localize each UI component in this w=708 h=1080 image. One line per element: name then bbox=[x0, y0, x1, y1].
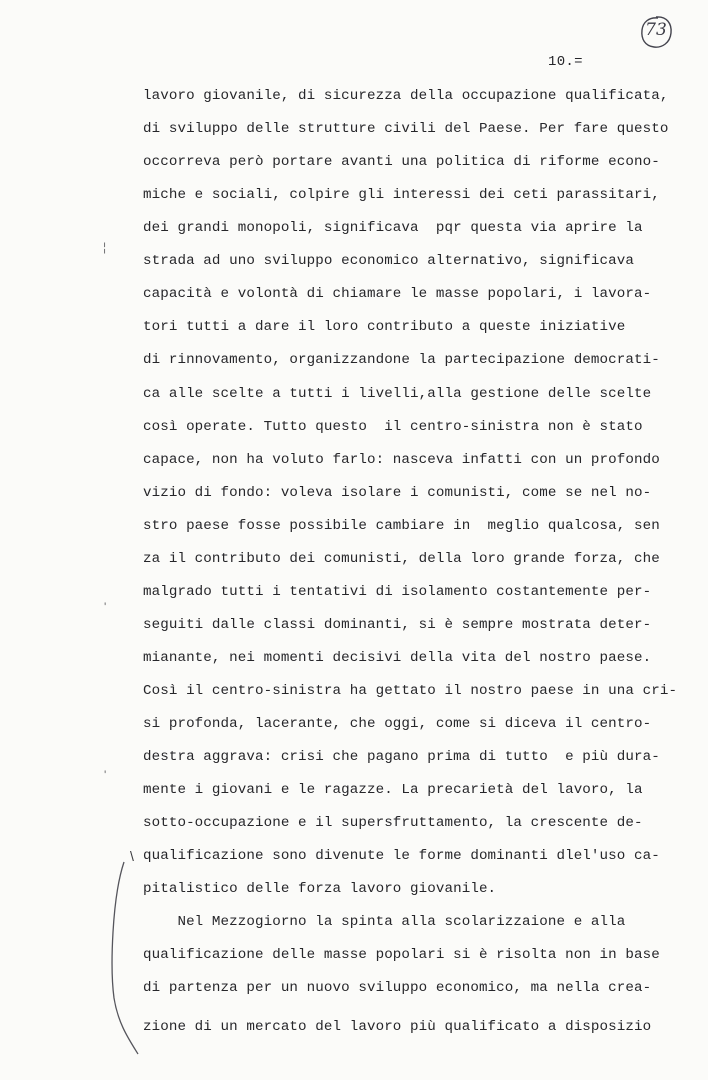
text-line: malgrado tutti i tentativi di isolamento costantemente per- bbox=[143, 584, 652, 600]
margin-bracket-icon bbox=[104, 858, 144, 1058]
text-line: Così il centro-sinistra ha gettato il nostro paese in una cri- bbox=[143, 683, 678, 699]
text-line: mianante, nei momenti decisivi della vita del nostro paese. bbox=[143, 650, 652, 666]
margin-tick-icon: ' bbox=[104, 600, 107, 614]
margin-tick-icon: ' bbox=[104, 768, 107, 782]
text-line: stro paese fosse possibile cambiare in meglio qualcosa, sen bbox=[143, 518, 660, 534]
text-line: di rinnovamento, organizzandone la partecipazione democrati- bbox=[143, 352, 660, 368]
text-line: qualificazione delle masse popolari si è risolta non in base bbox=[143, 947, 660, 963]
text-line: di partenza per un nuovo sviluppo economico, ma nella crea- bbox=[143, 980, 652, 996]
archive-stamp bbox=[638, 14, 674, 50]
text-line: si profonda, lacerante, che oggi, come si diceva il centro- bbox=[143, 716, 652, 732]
text-line: lavoro giovanile, di sicurezza della occupazione qualificata, bbox=[143, 88, 669, 104]
text-line: seguiti dalle classi dominanti, si è sempre mostrata deter- bbox=[143, 617, 652, 633]
text-line: tori tutti a dare il loro contributo a queste iniziative bbox=[143, 319, 626, 335]
text-line: Nel Mezzogiorno la spinta alla scolarizzaione e alla bbox=[143, 914, 626, 930]
text-line: strada ad uno sviluppo economico alternativo, significava bbox=[143, 253, 634, 269]
text-line: di sviluppo delle strutture civili del Paese. Per fare questo bbox=[143, 121, 669, 137]
text-line: qualificazione sono divenute le forme dominanti dlel'uso ca- bbox=[143, 848, 660, 864]
text-line: destra aggrava: crisi che pagano prima di tutto e più dura- bbox=[143, 749, 660, 765]
archive-number: 73 bbox=[645, 20, 667, 40]
margin-tick-icon: ¦ bbox=[103, 240, 107, 254]
margin-backslash-icon: \ bbox=[130, 848, 134, 864]
text-line: dei grandi monopoli, significava pqr questa via aprire la bbox=[143, 220, 643, 236]
text-line: capace, non ha voluto farlo: nasceva infatti con un profondo bbox=[143, 452, 660, 468]
text-line: zione di un mercato del lavoro più qualificato a disposizio bbox=[143, 1019, 652, 1035]
text-line: sotto-occupazione e il supersfruttamento, la crescente de- bbox=[143, 815, 643, 831]
text-line: miche e sociali, colpire gli interessi dei ceti parassitari, bbox=[143, 187, 660, 203]
text-line: ca alle scelte a tutti i livelli,alla gestione delle scelte bbox=[143, 386, 652, 402]
text-line: mente i giovani e le ragazze. La precarietà del lavoro, la bbox=[143, 782, 643, 798]
text-line: occorreva però portare avanti una politica di riforme econo- bbox=[143, 154, 660, 170]
page-number: 10.= bbox=[548, 54, 583, 70]
text-line: vizio di fondo: voleva isolare i comunisti, come se nel no- bbox=[143, 485, 652, 501]
text-line: capacità e volontà di chiamare le masse popolari, i lavora- bbox=[143, 286, 652, 302]
text-line: pitalistico delle forza lavoro giovanile. bbox=[143, 881, 497, 897]
text-line: za il contributo dei comunisti, della loro grande forza, che bbox=[143, 551, 660, 567]
text-line: così operate. Tutto questo il centro-sinistra non è stato bbox=[143, 419, 643, 435]
